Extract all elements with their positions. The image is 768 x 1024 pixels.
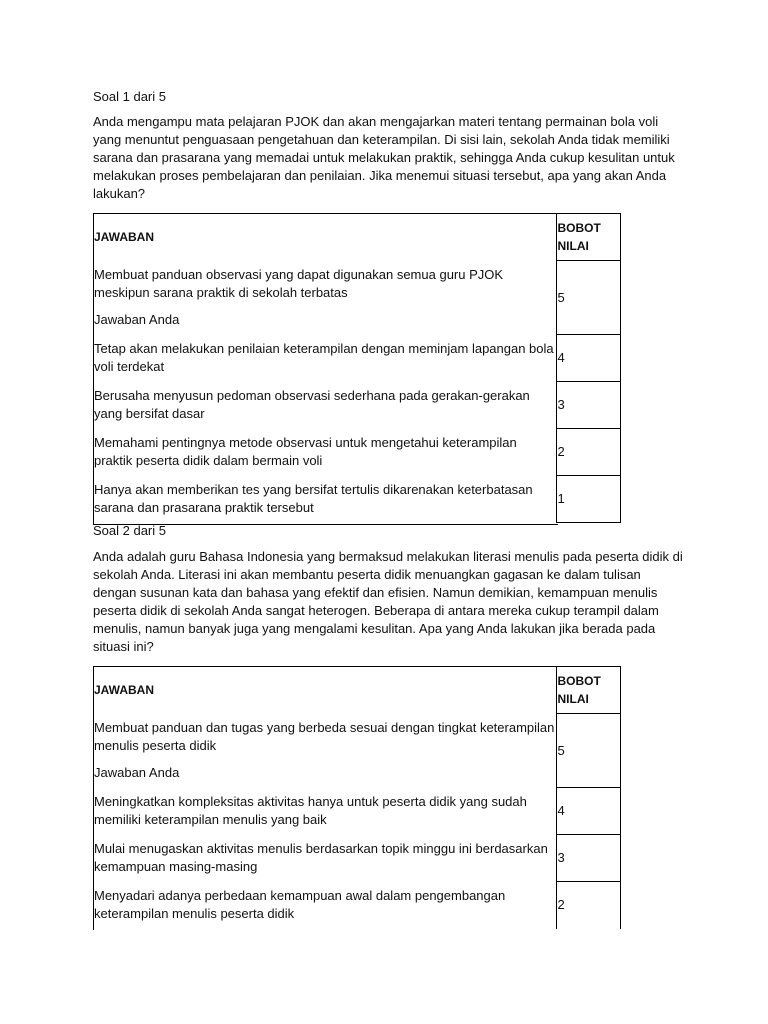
answer-score: 2 <box>556 882 620 929</box>
question-1-label: Soal 1 dari 5 <box>93 89 166 104</box>
answer-option-row[interactable] <box>93 476 620 523</box>
answer-option <box>93 261 556 335</box>
answer-option <box>93 714 556 788</box>
answer-option-text: Hanya akan memberikan tes yang bersifat tertulis dikarenakan keterbatasan sarana dan prasarana praktik tersebut <box>94 482 533 515</box>
answer-score: 5 <box>556 714 620 788</box>
question-1-prompt: Anda mengampu mata pelajaran PJOK dan akan mengajarkan materi tentang permainan bola voli yang menuntut penguasaan pengetahuan dan keterampilan. Di sisi lain, sekolah Anda tidak memiliki sarana dan prasarana yang memadai untuk melakukan praktik, sehingga Anda cukup kesulitan untuk melakukan proses pembelajaran dan penilaian. Jika menemui situasi tersebut, apa yang akan Anda lakukan? <box>93 114 675 201</box>
answer-option-text: Menyadari adanya perbedaan kemampuan awal dalam pengembangan keterampilan menulis peserta didik <box>94 888 506 921</box>
answer-score: 4 <box>556 788 620 835</box>
header-score-line-1: BOBOT <box>557 674 601 688</box>
answer-option-row[interactable] <box>93 335 620 382</box>
answer-option-row[interactable] <box>93 429 620 476</box>
question-2-table <box>93 666 621 929</box>
answer-option-row[interactable] <box>93 261 620 335</box>
answer-option-row[interactable] <box>93 714 620 788</box>
answer-score: 2 <box>556 429 620 476</box>
answer-option-text: Berusaha menyusun pedoman observasi sederhana pada gerakan-gerakan yang bersifat dasar <box>94 388 530 421</box>
header-score-line-1: BOBOT <box>557 221 601 235</box>
header-answer: JAWABAN <box>94 230 155 244</box>
answer-option-text: Membuat panduan dan tugas yang berbeda sesuai dengan tingkat keterampilan menulis peserta didik <box>94 720 555 753</box>
answer-option-text: Mulai menugaskan aktivitas menulis berdasarkan topik minggu ini berdasarkan kemampuan masing-masing <box>94 841 548 874</box>
answer-option-text: Meningkatkan kompleksitas aktivitas hanya untuk peserta didik yang sudah memiliki keterampilan menulis yang baik <box>94 794 527 827</box>
answer-option-row[interactable] <box>93 382 620 429</box>
answer-option-text: Tetap akan melakukan penilaian keterampilan dengan meminjam lapangan bola voli terdekat <box>94 341 554 374</box>
answer-score: 3 <box>556 835 620 882</box>
question-1-table <box>93 213 621 523</box>
question-2-label: Soal 2 dari 5 <box>93 523 166 538</box>
header-score <box>556 214 620 261</box>
answer-score: 5 <box>556 261 620 335</box>
answer-option-row[interactable] <box>93 788 620 835</box>
header-score-line-2: NILAI <box>557 239 589 253</box>
question-2-prompt: Anda adalah guru Bahasa Indonesia yang bermaksud melakukan literasi menulis pada peserta didik di sekolah Anda. Literasi ini akan membantu peserta didik menuangkan gagasan ke dalam tulisan dengan susunan kata dan bahasa yang efektif dan efisien. Namun demikian, kemampuan menulis peserta didik di sekolah Anda sangat heterogen. Beberapa di antara mereka cukup terampil dalam menulis, namun banyak juga yang mengalami kesulitan. Apa yang Anda lakukan jika berada pada situasi ini? <box>93 549 683 654</box>
answer-score: 3 <box>556 382 620 429</box>
table-header-row <box>93 214 620 261</box>
your-answer-label: Jawaban Anda <box>94 765 180 780</box>
answer-score: 1 <box>556 476 620 523</box>
answer-score: 4 <box>556 335 620 382</box>
your-answer-label: Jawaban Anda <box>94 312 180 327</box>
answer-option-row[interactable] <box>93 882 620 929</box>
answer-option-row[interactable] <box>93 835 620 882</box>
answer-option-text: Membuat panduan observasi yang dapat digunakan semua guru PJOK meskipun sarana praktik di sekolah terbatas <box>94 267 504 300</box>
table-header-row <box>93 667 620 714</box>
header-score-line-2: NILAI <box>557 692 589 706</box>
header-score <box>556 667 620 714</box>
answer-option-text: Memahami pentingnya metode observasi untuk mengetahui keterampilan praktik peserta didik dalam bermain voli <box>94 435 517 468</box>
header-answer: JAWABAN <box>94 683 155 697</box>
